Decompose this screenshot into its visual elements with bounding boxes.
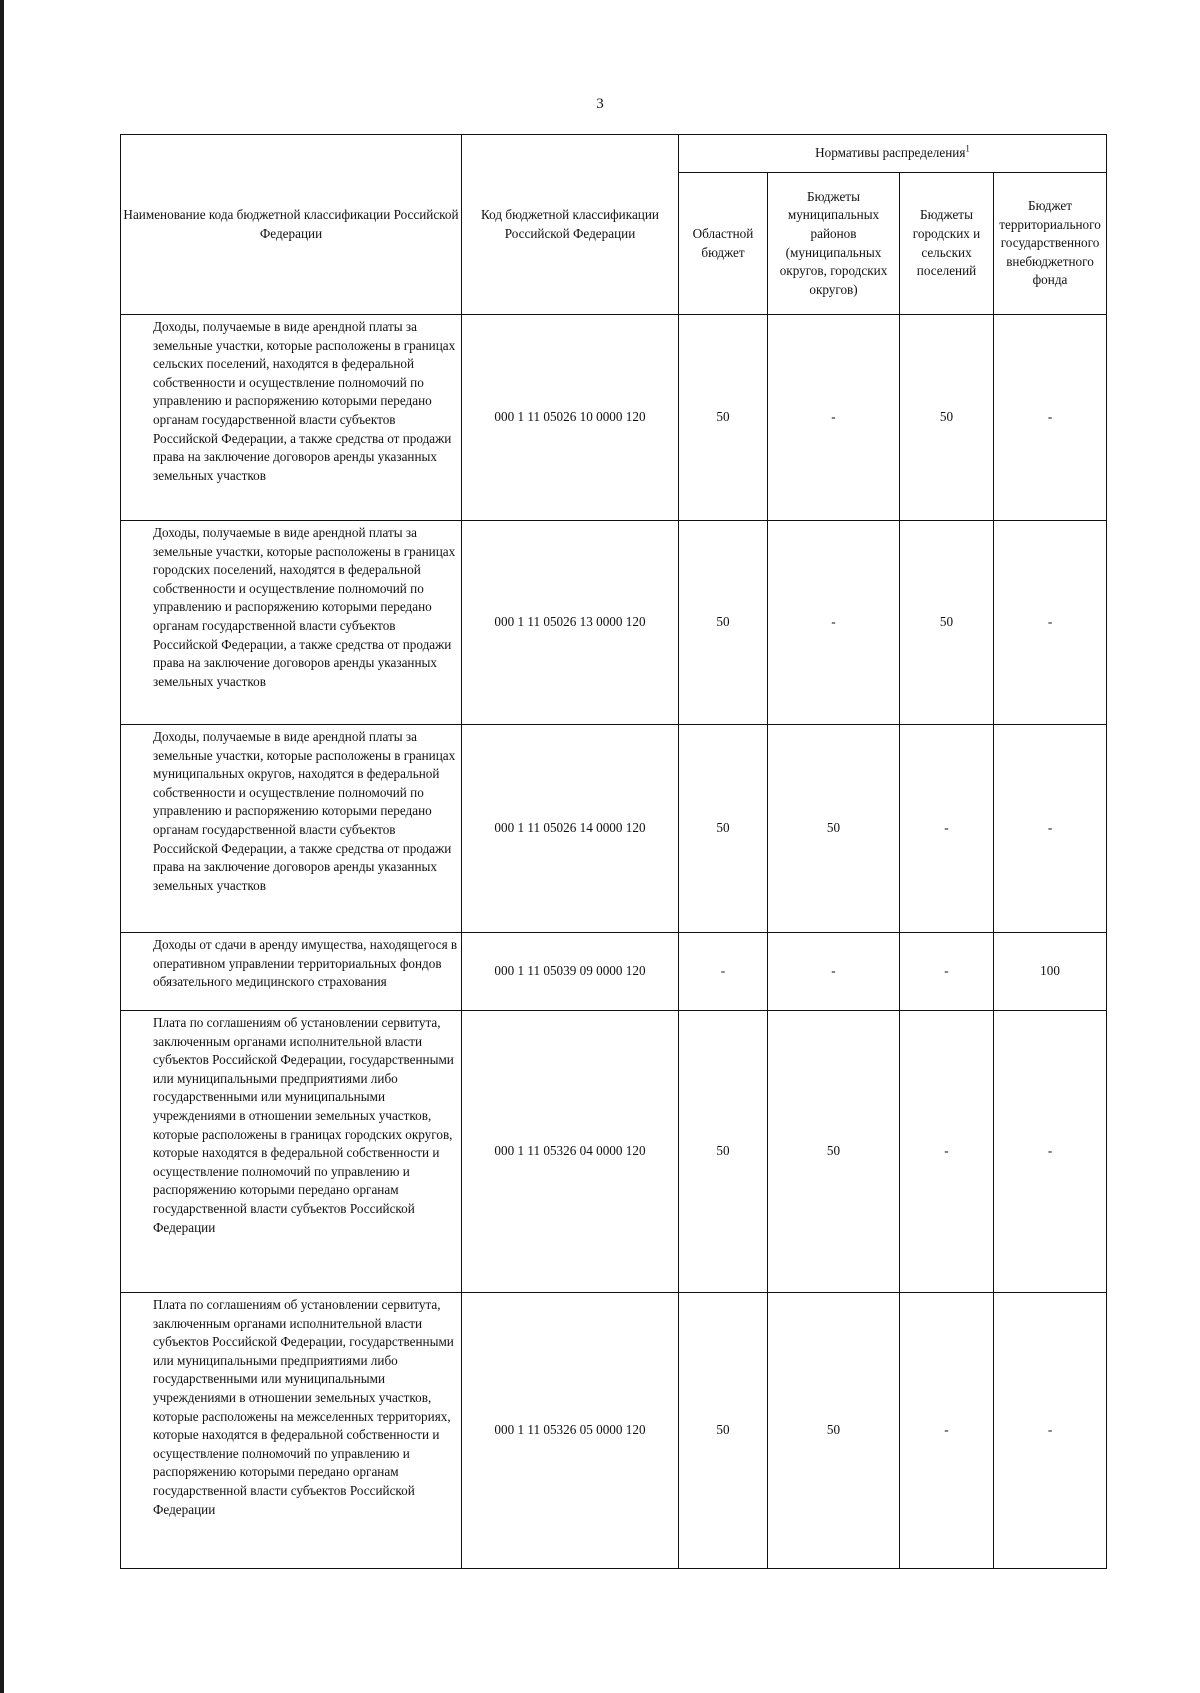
municipal-value: 50 [768,1011,900,1293]
table-row [121,521,1107,725]
fund-value: - [994,315,1107,521]
settlements-value: - [900,1293,994,1569]
income-name: Доходы, получаемые в виде арендной платы за земельные участки, которые расположены в границах городских поселений, находятся в федеральной собственности и осуществление полномочий по управлению и распоряжению которыми передано органам государственной власти субъектов Российской Федерации, а также средства от продажи права на заключение договоров аренды указанных земельных участков [121,521,462,725]
settlements-value: - [900,933,994,1011]
fund-value: - [994,521,1107,725]
settlements-value: - [900,1011,994,1293]
municipal-value: - [768,933,900,1011]
header-code: Код бюджетной классификации Российской Федерации [462,135,679,315]
classification-code: 000 1 11 05326 05 0000 120 [462,1293,679,1569]
income-name: Плата по соглашениям об установлении сервитута, заключенным органами исполнительной власти субъектов Российской Федерации, государственными или муниципальными предприятиями либо государственными или муниципальными учреждениями в отношении земельных участков, которые расположены в границах городских округов, которые находятся в федеральной собственности и осуществление полномочий по управлению и распоряжению которыми передано органам государственной власти субъектов Российской Федерации [121,1011,462,1293]
table-row [121,315,1107,521]
classification-code: 000 1 11 05026 13 0000 120 [462,521,679,725]
header-distribution-norms [679,135,1107,173]
classification-code: 000 1 11 05326 04 0000 120 [462,1011,679,1293]
table-row [121,725,1107,933]
table-row [121,1011,1107,1293]
regional-value: 50 [679,1293,768,1569]
table-header [121,135,1107,315]
income-name: Плата по соглашениям об установлении сервитута, заключенным органами исполнительной власти субъектов Российской Федерации, государственными или муниципальными предприятиями либо государственными или муниципальными учреждениями в отношении земельных участков, которые расположены на межселенных территориях, которые находятся в федеральной собственности и осуществление полномочий по управлению и распоряжению которыми передано органам государственной власти субъектов Российской Федерации [121,1293,462,1569]
settlements-value: 50 [900,315,994,521]
footnote-marker: 1 [965,143,970,154]
header-municipal-budgets: Бюджеты муниципальных районов (муниципальных округов, городских округов) [768,173,900,315]
settlements-value: 50 [900,521,994,725]
header-fund-budget: Бюджет территориального государственного внебюджетного фонда [994,173,1107,315]
scan-edge-line [0,0,4,1693]
fund-value: - [994,1011,1107,1293]
header-name: Наименование кода бюджетной классификации Российской Федерации [121,135,462,315]
classification-code: 000 1 11 05039 09 0000 120 [462,933,679,1011]
fund-value: - [994,725,1107,933]
municipal-value: 50 [768,725,900,933]
regional-value: 50 [679,315,768,521]
settlements-value: - [900,725,994,933]
regional-value: 50 [679,725,768,933]
fund-value: 100 [994,933,1107,1011]
municipal-value: 50 [768,1293,900,1569]
table-row [121,933,1107,1011]
page-number: 3 [596,96,604,112]
income-name: Доходы, получаемые в виде арендной платы за земельные участки, которые расположены в границах сельских поселений, находятся в федеральной собственности и осуществление полномочий по управлению и распоряжению которыми передано органам государственной власти субъектов Российской Федерации, а также средства от продажи права на заключение договоров аренды указанных земельных участков [121,315,462,521]
regional-value: 50 [679,1011,768,1293]
classification-code: 000 1 11 05026 10 0000 120 [462,315,679,521]
regional-value: 50 [679,521,768,725]
header-settlement-budgets: Бюджеты городских и сельских поселений [900,173,994,315]
regional-value: - [679,933,768,1011]
income-name: Доходы от сдачи в аренду имущества, находящегося в оперативном управлении территориальных фондов обязательного медицинского страхования [121,933,462,1011]
fund-value: - [994,1293,1107,1569]
municipal-value: - [768,521,900,725]
distribution-table [120,134,1107,1569]
municipal-value: - [768,315,900,521]
header-regional-budget: Областной бюджет [679,173,768,315]
header-group-label: Нормативы распределения [815,145,966,161]
table-row [121,1293,1107,1569]
classification-code: 000 1 11 05026 14 0000 120 [462,725,679,933]
income-name: Доходы, получаемые в виде арендной платы за земельные участки, которые расположены в границах муниципальных округов, находятся в федеральной собственности и осуществление полномочий по управлению и распоряжению которыми передано органам государственной власти субъектов Российской Федерации, а также средства от продажи права на заключение договоров аренды указанных земельных участков [121,725,462,933]
